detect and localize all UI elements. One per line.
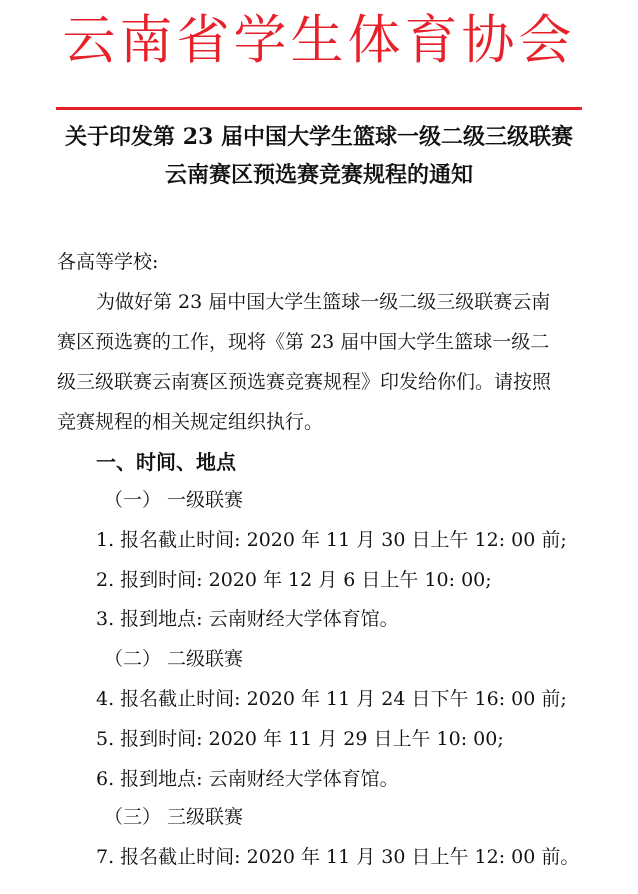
salutation: 各高等学校:: [57, 251, 159, 273]
document-title-line-1: 关于印发第 23 届中国大学生篮球一级二级三级联赛: [65, 124, 573, 150]
list-item: 2. 报到时间: 2020 年 12 月 6 日上午 10: 00;: [96, 569, 492, 591]
list-item: 7. 报名截止时间: 2020 年 11 月 30 日上午 12: 00 前。: [96, 846, 580, 868]
list-item: 1. 报名截止时间: 2020 年 11 月 30 日上午 12: 00 前;: [96, 529, 567, 551]
subheading-league-2: （二） 二级联赛: [104, 648, 244, 670]
list-item: 5. 报到时间: 2020 年 11 月 29 日上午 10: 00;: [96, 728, 504, 750]
paragraph-line-2: 赛区预选赛的工作，现将《第 23 届中国大学生篮球一级二: [57, 331, 550, 353]
subheading-league-3: （三） 三级联赛: [104, 806, 244, 828]
paragraph-line-3: 级三级联赛云南赛区预选赛竞赛规程》印发给你们。请按照: [57, 371, 552, 393]
paragraph-line-4: 竞赛规程的相关规定组织执行。: [57, 411, 324, 433]
subheading-league-1: （一） 一级联赛: [104, 489, 244, 511]
paragraph-line-1: 为做好第 23 届中国大学生篮球一级二级三级联赛云南: [96, 291, 551, 313]
list-item: 4. 报名截止时间: 2020 年 11 月 24 日下午 16: 00 前;: [96, 688, 567, 710]
list-item: 3. 报到地点: 云南财经大学体育馆。: [96, 608, 399, 630]
document-title-line-2: 云南赛区预选赛竞赛规程的通知: [164, 162, 473, 188]
letterhead-red-rule: [56, 107, 582, 110]
letterhead-org-name: 云南省学生体育协会: [62, 10, 576, 71]
document-title: [0, 118, 638, 194]
list-item: 6. 报到地点: 云南财经大学体育馆。: [96, 768, 399, 790]
section-heading-time-place: 一、时间、地点: [96, 450, 236, 474]
